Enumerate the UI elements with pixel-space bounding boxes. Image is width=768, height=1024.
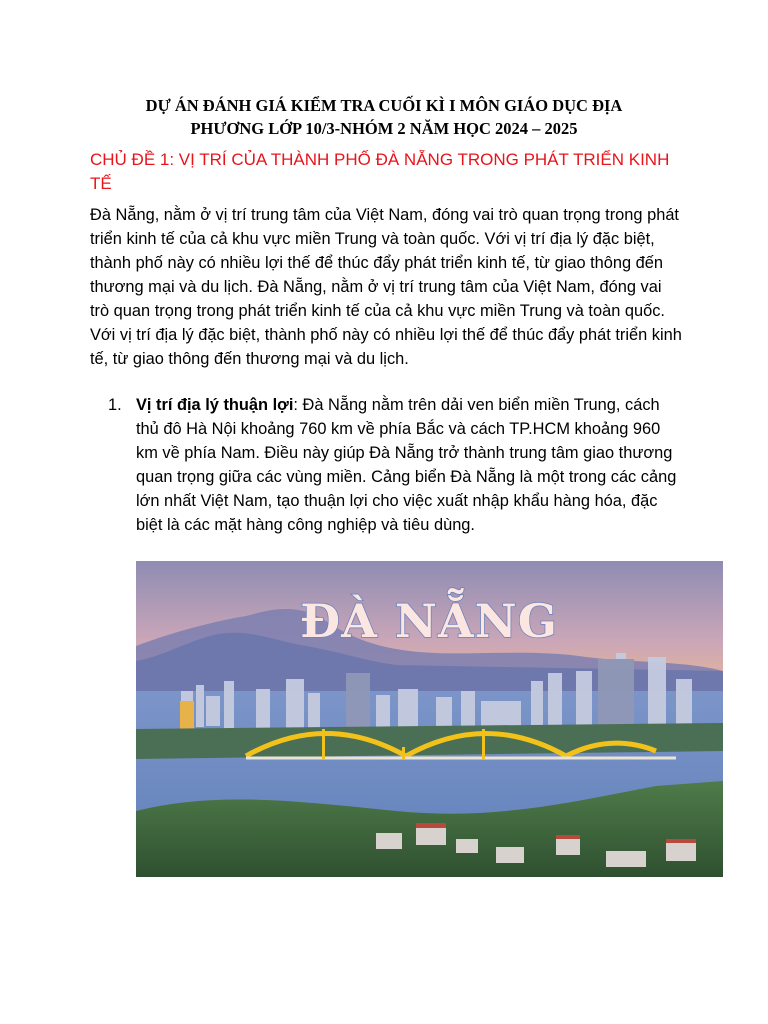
- list-item: [108, 393, 684, 537]
- list-bold-label: Vị trí địa lý thuận lợi: [136, 396, 294, 414]
- photo-overlay-title: ĐÀ NẴNG: [300, 594, 558, 648]
- title-line-1: DỰ ÁN ĐÁNH GIÁ KIỂM TRA CUỐI KÌ I MÔN GIÁO DỤC ĐỊA: [145, 96, 623, 115]
- list-number: 1.: [108, 396, 122, 414]
- danang-city-photo: [136, 561, 723, 877]
- title-line-2: PHƯƠNG LỚP 10/3-NHÓM 2 NĂM HỌC 2024 – 2025: [190, 119, 578, 138]
- list-body: [136, 393, 684, 537]
- danang-photo-illustration: [136, 561, 723, 877]
- list-text: : Đà Nẵng nằm trên dải ven biển miền Trung, cách thủ đô Hà Nội khoảng 760 km về phía Bắc và cách TP.HCM khoảng 960 km về phía Nam. Điều này giúp Đà Nẵng trở thành trung tâm giao thương quan trọng giữa các vùng miền. Cảng biển Đà Nẵng là một trong các cảng lớn nhất Việt Nam, tạo thuận lợi cho việc xuất nhập khẩu hàng hóa, đặc biệt là các mặt hàng công nghiệp và tiêu dùng.: [136, 396, 677, 534]
- intro-paragraph: Đà Nẵng, nằm ở vị trí trung tâm của Việt Nam, đóng vai trò quan trọng trong phát triển kinh tế của cả khu vực miền Trung và toàn quốc. Với vị trí địa lý đặc biệt, thành phố này có nhiều lợi thế để thúc đẩy phát triển kinh tế, từ giao thông đến thương mại và du lịch. Đà Nẵng, nằm ở vị trí trung tâm của Việt Nam, đóng vai trò quan trọng trong phát triển kinh tế của cả khu vực miền Trung và toàn quốc. Với vị trí địa lý đặc biệt, thành phố này có nhiều lợi thế để thúc đẩy phát triển kinh tế, từ giao thông đến thương mại và du lịch.: [90, 206, 682, 368]
- section-heading: CHỦ ĐỀ 1: VỊ TRÍ CỦA THÀNH PHỐ ĐÀ NẴNG TRONG PHÁT TRIỂN KINH TẾ: [90, 150, 670, 193]
- document-title: [90, 94, 678, 140]
